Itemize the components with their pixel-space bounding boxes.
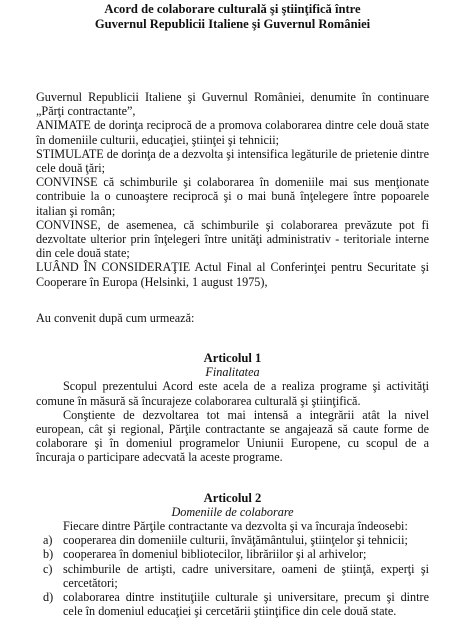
list-marker: a) xyxy=(43,533,53,548)
article-2-heading: Articolul 2 xyxy=(203,490,262,505)
article-1-heading: Articolul 1 xyxy=(203,351,262,366)
preamble-convinse-2: CONVINSE, de asemenea, că schimburile şi colaborarea prevăzute pot fi dezvoltate ulterior prin înţelegeri între unităţi administrativ - teritoriale interne din cele două state; xyxy=(36,217,429,261)
article-1-paragraph: Scopul prezentului Acord este acela de a realiza programe şi activităţi comune în măsură să încurajeze colaborarea culturală şi ştiinţifică. xyxy=(36,379,429,408)
article-1 xyxy=(36,351,429,465)
spacer xyxy=(36,289,429,311)
preamble-animate: ANIMATE de dorinţa reciprocă de a promova colaborarea dintre cele două state în domeniile culturii, educaţiei, ştiinţei şi tehnicii; xyxy=(36,118,429,147)
document-title-line-1: Acord de colaborare culturală şi ştiinţifică între xyxy=(104,2,361,16)
agreed-statement: Au convenit după cum urmează: xyxy=(36,310,195,325)
list-item xyxy=(36,547,429,561)
article-2-intro: Fiecare dintre Părţile contractante va dezvolta şi va încuraja îndeosebi: xyxy=(63,519,408,534)
article-2 xyxy=(36,491,429,619)
document-title-line-2: Guvernul Republicii Italiene şi Guvernul României xyxy=(94,17,371,31)
article-2-list xyxy=(36,533,429,618)
spacer xyxy=(36,325,429,351)
preamble xyxy=(36,90,429,289)
list-marker: b) xyxy=(43,547,54,562)
list-marker: d) xyxy=(43,590,54,605)
list-item xyxy=(36,533,429,547)
list-item-text: cooperarea din domeniile culturii, învăţământului, ştiinţelor şi tehnicii; xyxy=(63,533,408,548)
list-item xyxy=(36,590,429,618)
preamble-stimulate: STIMULATE de dorinţa de a dezvolta şi intensifica legăturile de prietenie dintre cele două ţări; xyxy=(36,146,429,176)
list-item-text: colaborarea dintre instituţiile culturale şi universitare, precum şi dintre cele în domeniul educaţiei şi cercetării ştiinţifice din cele două state. xyxy=(63,590,429,619)
preamble-convinse-1: CONVINSE că schimburile şi colaborarea în domeniile mai sus menţionate contribuie la o cunoaştere reciprocă şi o mai bună înţelegere între popoarele italian şi român; xyxy=(36,175,429,218)
list-item xyxy=(36,562,429,590)
spacer xyxy=(36,32,429,90)
article-1-subtitle: Finalitatea xyxy=(205,365,260,380)
spacer xyxy=(36,465,429,491)
list-item-text: cooperarea în domeniul bibliotecilor, librăriilor şi al arhivelor; xyxy=(63,547,367,562)
list-marker: c) xyxy=(43,561,53,576)
article-1-paragraph: Conştiente de dezvoltarea tot mai intensă a integrării atât la nivel european, cât şi regional, Părţile contractante se angajează să caute forme de colaborare şi în domeniul programelor Uniunii Europene, cu scopul de a încuraja o participare adecvată la aceste programe. xyxy=(36,407,429,465)
preamble-luand: LUÂND ÎN CONSIDERAŢIE Actul Final al Conferinţei pentru Securitate şi Cooperare în Europa (Helsinki, 1 august 1975), xyxy=(36,260,429,289)
article-2-subtitle: Domeniile de colaborare xyxy=(171,504,294,519)
preamble-parties: Guvernul Republicii Italiene şi Guvernul României, denumite în continuare „Părţi contractante”, xyxy=(36,90,429,119)
list-item-text: schimburile de artişti, cadre universitare, oameni de ştiinţă, experţi şi cercetători; xyxy=(63,561,429,590)
